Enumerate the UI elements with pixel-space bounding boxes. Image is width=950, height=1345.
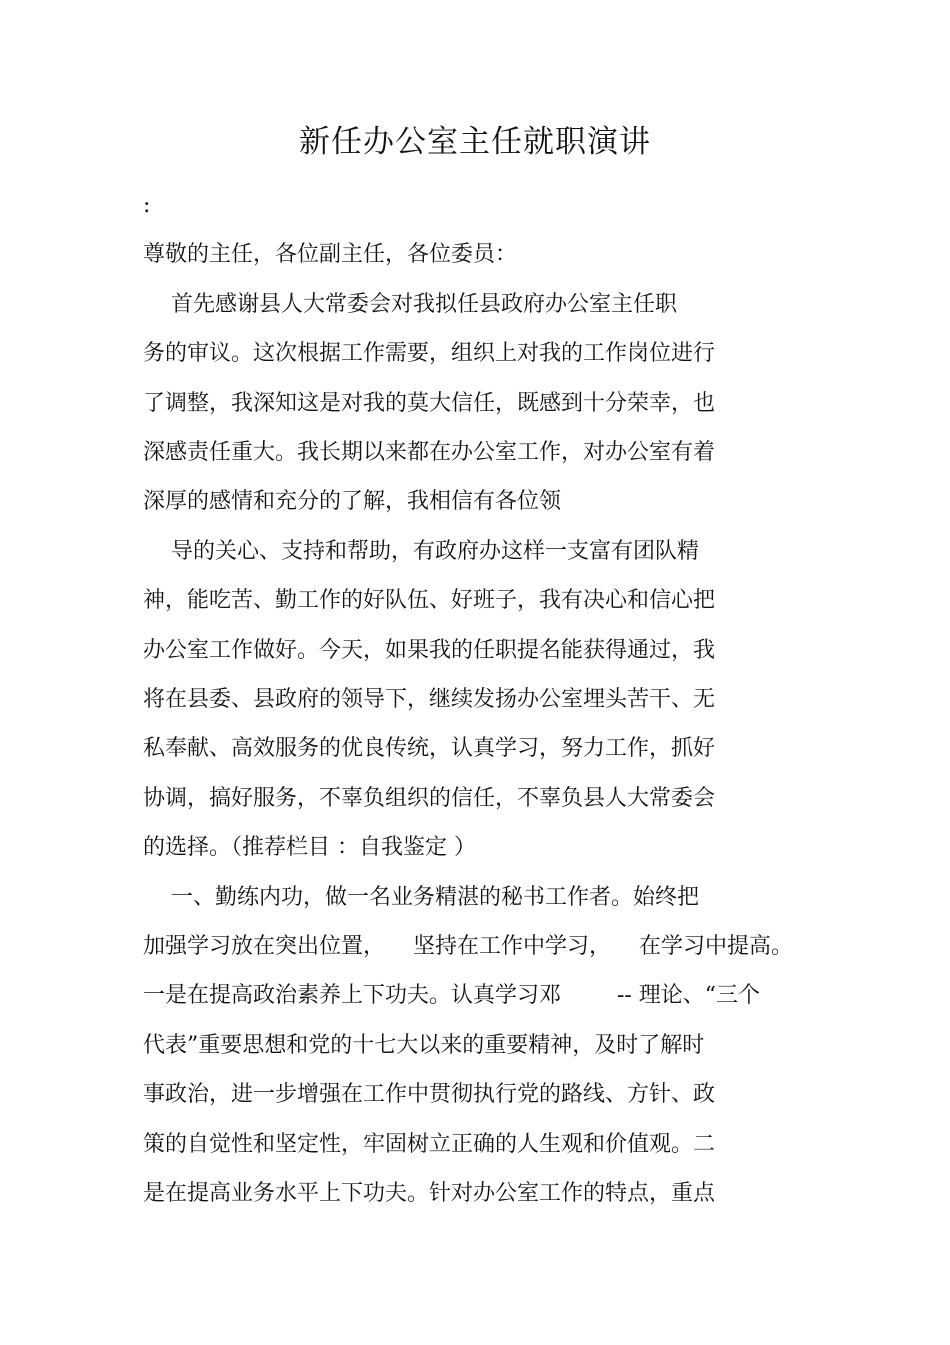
paragraph-line: 策的自觉性和坚定性，牢固树立正确的人生观和价值观。二 xyxy=(143,1131,716,1157)
paragraph-line: 代表”重要思想和党的十七大以来的重要精神，及时了解时 xyxy=(143,1032,705,1058)
paragraph-line: 了调整，我深知这是对我的莫大信任，既感到十分荣幸，也 xyxy=(143,390,716,416)
document-title: 新任办公室主任就职演讲 xyxy=(299,124,651,160)
paragraph-line: 深厚的感情和充分的了解，我相信有各位领 xyxy=(143,489,562,515)
paragraph-line: 私奉献、高效服务的优良传统，认真学习，努力工作，抓好 xyxy=(143,736,716,762)
paragraph-line: 的选择。（推荐栏目 ：自我鉴定 ） xyxy=(143,835,476,861)
paragraph-line: 导的关心、支持和帮助，有政府办这样一支富有团队精 xyxy=(143,538,699,564)
paragraph-line: 将在县委、县政府的领导下，继续发扬办公室埋头苦干、无 xyxy=(143,687,716,712)
paragraph-line: 一是在提高政治素养上下功夫。认真学习邓 -- 理论、“三个 xyxy=(143,983,761,1009)
paragraph-line: 尊敬的主任，各位副主任，各位委员： xyxy=(143,242,518,268)
paragraph-line: 协调，搞好服务，不辜负组织的信任，不辜负县人大常委会 xyxy=(143,785,716,811)
paragraph-line: 首先感谢县人大常委会对我拟任县政府办公室主任职 xyxy=(143,291,677,317)
paragraph-line: 加强学习放在突出位置， 坚持在工作中学习， 在学习中提高。 xyxy=(143,934,793,959)
paragraph-line: 是在提高业务水平上下功夫。针对办公室工作的特点，重点 xyxy=(143,1181,716,1206)
paragraph-line: 务的审议。这次根据工作需要，组织上对我的工作岗位进行 xyxy=(143,341,716,367)
paragraph-line: 事政治，进一步增强在工作中贯彻执行党的路线、方针、政 xyxy=(143,1082,716,1108)
paragraph-line: 深感责任重大。我长期以来都在办公室工作，对办公室有着 xyxy=(143,440,716,465)
paragraph-line: 神，能吃苦、勤工作的好队伍、好班子，我有决心和信心把 xyxy=(143,588,716,614)
paragraph-line: 一、勤练内功，做一名业务精湛的秘书工作者。始终把 xyxy=(143,884,699,910)
paragraph-line: : xyxy=(143,193,151,218)
paragraph-line: 办公室工作做好。今天，如果我的任职提名能获得通过，我 xyxy=(143,637,716,663)
